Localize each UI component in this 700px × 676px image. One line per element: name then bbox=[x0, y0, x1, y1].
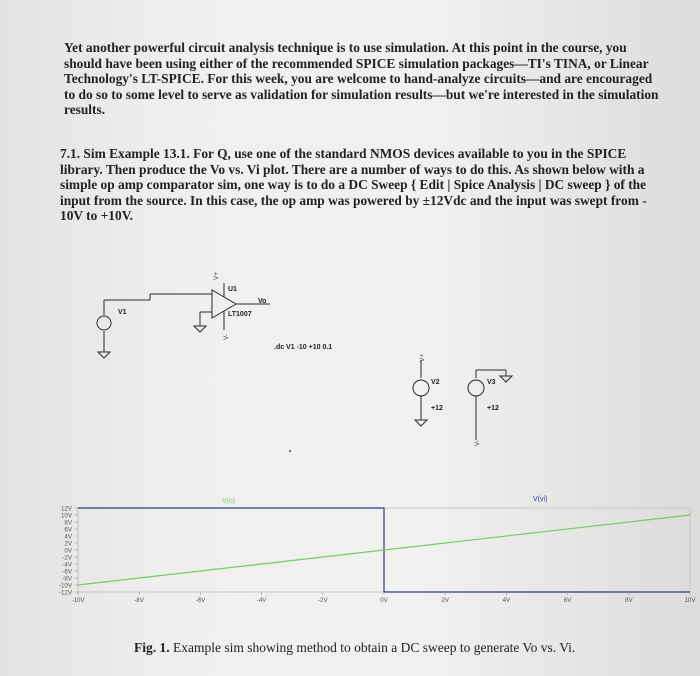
text-line: results. bbox=[64, 102, 106, 117]
v2-label: V2 bbox=[431, 379, 440, 386]
x-tick-label: -8V bbox=[134, 597, 145, 604]
legend-label-vo: V(o) bbox=[222, 498, 236, 505]
y-tick-label: 0V bbox=[64, 547, 72, 555]
y-tick-label: -6V bbox=[62, 568, 72, 576]
caption-text: Example sim showing method to obtain a DC sweep to generate Vo vs. Vi. bbox=[169, 640, 576, 655]
y-tick-label: 6V bbox=[64, 526, 72, 534]
x-tick-label: -6V bbox=[195, 597, 206, 604]
caption-prefix: Fig. 1. bbox=[134, 640, 170, 655]
y-tick-label: 2V bbox=[64, 540, 72, 548]
x-tick-label: -10V bbox=[71, 597, 85, 604]
text-line: simple op amp comparator sim, one way is to do a DC Sweep { Edit | Spice Analysis | DC sweep } of the bbox=[60, 177, 647, 192]
supply-pin-label: V- bbox=[474, 439, 481, 446]
y-tick-label: -10V bbox=[58, 582, 72, 590]
text-line: Technology's LT-SPICE. For this week, you are welcome to hand-analyze circuits—and are encouraged bbox=[64, 71, 653, 86]
text-line: input from the source. In this case, the op amp was powered by ±12Vdc and the input was swept from - bbox=[60, 192, 647, 208]
x-tick-label: -2V bbox=[317, 597, 328, 604]
text-line: should have been using either of the recommended SPICE simulation packages—TI's TINA, or Linear bbox=[64, 55, 649, 71]
y-tick-label: 12V bbox=[60, 505, 72, 513]
text-line: 7.1. Sim Example 13.1. For Q, use one of the standard NMOS devices available to you in the SPICE bbox=[60, 146, 627, 161]
x-tick-label: 2V bbox=[441, 597, 449, 604]
figure-caption bbox=[134, 640, 575, 656]
text-line: to do so to some level to serve as validation for simulation results—but we're interested in the simulation bbox=[64, 86, 659, 102]
dc-directive: .dc V1 -10 +10 0.1 bbox=[274, 344, 333, 351]
v1-label: V1 bbox=[118, 309, 127, 316]
text-line: Yet another powerful circuit analysis technique is to use simulation. At this point in the course, you bbox=[64, 40, 627, 55]
y-tick-label: -2V bbox=[62, 554, 72, 562]
supply-pin-label: V- bbox=[223, 333, 230, 340]
v3-label: V3 bbox=[487, 379, 496, 386]
x-tick-label: 6V bbox=[563, 597, 572, 604]
y-tick-label: -8V bbox=[62, 575, 72, 583]
x-tick-label: 8V bbox=[625, 597, 633, 604]
opamp-part-label: LT1007 bbox=[228, 311, 252, 318]
y-tick-label: 10V bbox=[60, 512, 72, 520]
supply-pin-label: V+ bbox=[213, 271, 220, 280]
y-tick-label: 4V bbox=[64, 533, 72, 541]
vo-net-label: Vo bbox=[258, 298, 267, 305]
y-tick-label: -4V bbox=[62, 561, 72, 569]
x-tick-label: 4V bbox=[502, 597, 511, 604]
legend-label-vi: V(vi) bbox=[533, 496, 548, 503]
y-tick-label: 8V bbox=[64, 519, 72, 527]
u1-label: U1 bbox=[228, 286, 237, 293]
v2-value: +12 bbox=[431, 405, 443, 412]
text-line: 10V to +10V. bbox=[60, 208, 133, 223]
v3-value: +12 bbox=[487, 405, 499, 412]
x-tick-label: 0V bbox=[380, 597, 388, 604]
x-tick-label: -4V bbox=[256, 597, 267, 604]
supply-pin-label: V+ bbox=[419, 353, 426, 362]
y-tick-label: -12V bbox=[58, 589, 72, 597]
x-tick-label: 10V bbox=[684, 597, 696, 604]
text-line: library. Then produce the Vo vs. Vi plot. There are a number of ways to do this. As shown below with a bbox=[60, 161, 645, 177]
